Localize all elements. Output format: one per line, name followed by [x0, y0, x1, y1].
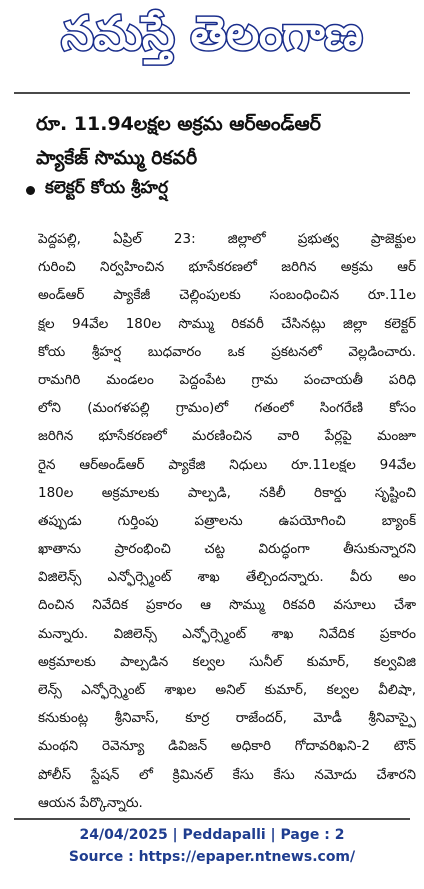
masthead [0, 0, 424, 78]
footer-date-edition: 24/04/2025 | Peddapalli | Page : 2 [79, 827, 345, 843]
footer-divider [14, 818, 410, 820]
article-line: మన్నారు. విజిలెన్స్ ఎన్ఫోర్స్మెంట్ శాఖ నివేదిక ప్రకారం [38, 625, 416, 642]
footer-source-link[interactable]: Source : https://epaper.ntnews.com/ [68, 849, 356, 865]
article-line: పోలీస్ స్టేషన్ లో క్రిమినల్ కేసు కేసు నమోదు చేశారని [38, 766, 416, 783]
article-body [38, 225, 416, 817]
article-line: రైన ఆర్అండ్ఆర్ ప్యాకేజి నిధులు రూ.11లక్షల 94వేల [38, 456, 416, 473]
headline-line-2: ప్యాకేజ్ సొమ్ము రికవరీ [36, 147, 198, 169]
article-line: తప్పుడు గుర్తింపు పత్రాలను ఉపయోగించి బ్యాంక్ [38, 512, 416, 529]
article-line: దించిన నివేదిక ప్రకారం ఆ సొమ్ము రికవరి వసూలు చేశా [38, 597, 416, 614]
article-line: కనుకుంట్ల శ్రీనివాస్, కూర్ర రాజేందర్, మోడీ శ్రీనివాస్పై [38, 710, 416, 727]
article-line: 180ల అక్రమాలకు పాల్పడి, నకిలీ రికార్డు సృష్టించి [38, 484, 416, 501]
article-line: లెన్స్ ఎన్ఫోర్స్మెంట్ శాఖల అనిల్ కుమార్, కల్వల వీలిషా, [38, 682, 416, 698]
article-line: రామగిరి మండలం పెద్దంపేట గ్రామ పంచాయతీ పరిధి [38, 371, 416, 388]
article-line: అండ్ఆర్ ప్యాకేజీ చెల్లింపులకు సంబంధించిన రూ.11ల [38, 287, 416, 304]
article-line: ఆయన పేర్కొన్నారు. [38, 794, 143, 811]
article-line: గురించి నిర్వహించిన భూసేకరణలో జరిగిన అక్రమ ఆర్ [38, 259, 416, 276]
article-line: లోని (మంగళపల్లి గ్రామం)లో గతంలో సింగరేణి కోసం [38, 400, 416, 417]
subheadline [26, 178, 168, 202]
headline-line-1: రూ. 11.94లక్షల అక్రమ ఆర్అండ్ఆర్ [36, 113, 321, 135]
article-line: క్షల 94వేల 180ల సొమ్ము రికవరీ చేసినట్లు జిల్లా కలెక్టర్ [38, 315, 416, 332]
article-line: కోయ శ్రీహర్ష బుధవారం ఒక ప్రకటనలో వెల్లడించారు. [38, 343, 416, 360]
article-line: మంథని రెవెన్యూ డివిజన్ అధికారి గోదావరిఖని-2 టౌన్ [38, 738, 416, 755]
article-line: జరిగిన భూసేకరణలో మరణించిన వారి పేర్లపై మంజూ [38, 428, 416, 445]
article-line: అక్రమాలకు పాల్పడిన కల్వల సునీల్ కుమార్, కల్వవిజి [38, 653, 416, 670]
header-divider [14, 92, 410, 94]
newspaper-logo-title: నమస్తే తెలంగాణ [61, 6, 363, 60]
article-line: ఖాతాను ప్రారంభించి చట్ట విరుద్ధంగా తీసుకున్నారని [38, 541, 416, 558]
bullet-icon [26, 186, 35, 195]
subheadline-text: కలెక్టర్ కోయ శ్రీహర్ష [45, 178, 169, 198]
article-line: విజిలెన్స్ ఎన్ఫోర్స్మెంట్ శాఖ తేల్చిందన్నారు. వీరు అం [38, 569, 416, 586]
article-line: పెద్దపల్లి, ఏప్రిల్ 23: జిల్లాలో ప్రభుత్వ ప్రాజెక్టుల [38, 231, 416, 247]
